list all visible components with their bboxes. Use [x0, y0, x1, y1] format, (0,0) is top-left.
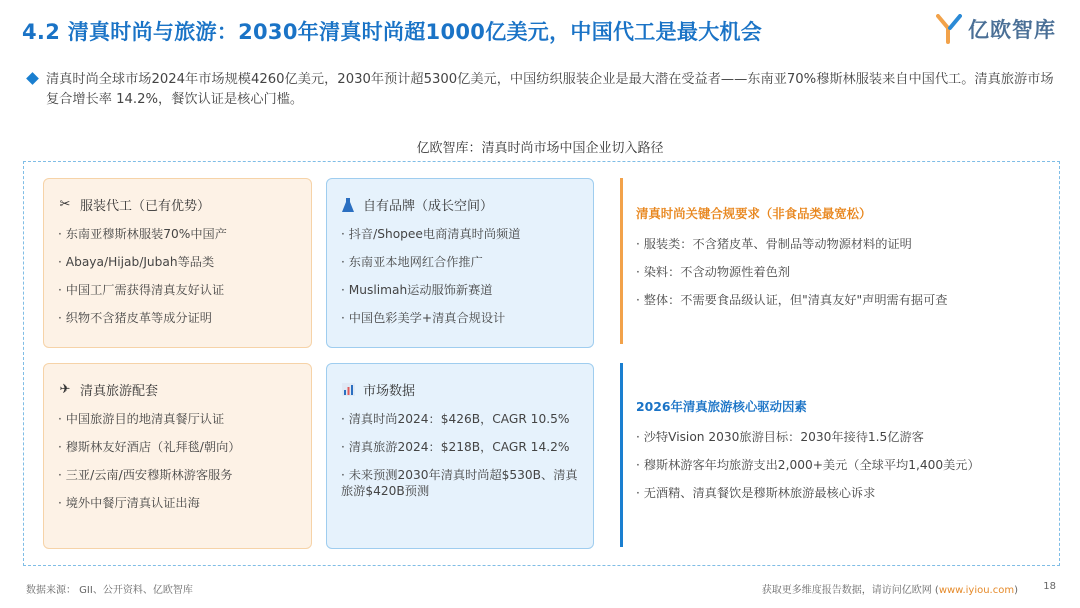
card-market-head — [341, 380, 579, 399]
website-link[interactable]: www.iyiou.com — [938, 585, 1015, 596]
card-travel-title: 清真旅游配套 — [80, 384, 159, 399]
card-travel-head — [58, 380, 297, 399]
list-item: · 境外中餐厅清真认证出海 — [58, 496, 200, 510]
list-item: · 穆斯林游客年均旅游支出2,000+美元（全球平均1,400美元） — [636, 458, 980, 472]
list-item: · 穆斯林友好酒店（礼拜毯/朝向） — [58, 440, 241, 454]
summary-block — [28, 70, 1058, 110]
cta-text: 获取更多维度报告数据，请访问亿欧网 ( — [761, 585, 939, 596]
card-brand-head — [341, 195, 579, 214]
card-brand-title: 自有品牌（成长空间） — [363, 199, 494, 214]
page-number: 18 — [1043, 581, 1056, 592]
logo-text: 亿欧智库 — [968, 18, 1056, 42]
footer-cta — [762, 581, 1018, 596]
compliance-panel — [620, 178, 1044, 344]
list-item: · 东南亚穆斯林服装70%中国产 — [58, 227, 227, 241]
list-item: · Abaya/Hijab/Jubah等品类 — [58, 255, 215, 269]
accent-bar — [620, 363, 623, 547]
list-item: · Muslimah运动服饰新赛道 — [341, 283, 493, 297]
logo-mark-icon — [936, 14, 962, 44]
list-item: · 中国色彩美学+清真合规设计 — [341, 311, 506, 325]
list-item: · 抖音/Shopee电商清真时尚频道 — [341, 227, 521, 241]
source-note: 数据来源： GII、公开资料、亿欧智库 — [26, 585, 193, 596]
list-item: · 清真时尚2024：$426B，CAGR 10.5% — [341, 412, 570, 426]
card-market-title: 市场数据 — [363, 384, 416, 399]
frame-title: 亿欧智库：清真时尚市场中国企业切入路径 — [416, 141, 664, 156]
diamond-bullet-icon — [26, 72, 39, 85]
card-garment-title: 服装代工（已有优势） — [80, 199, 211, 214]
scissors-icon: ✂ — [59, 197, 71, 212]
list-item: · 无酒精、清真餐饮是穆斯林旅游最核心诉求 — [636, 486, 876, 500]
brand-logo — [936, 14, 1056, 44]
list-item: · 沙特Vision 2030旅游目标：2030年接待1.5亿游客 — [636, 430, 924, 444]
list-item: · 染料：不含动物源性着色剂 — [636, 265, 790, 279]
page-title: 4.2 清真时尚与旅游：2030年清真时尚超1000亿美元，中国代工是最大机会 — [22, 20, 763, 44]
list-item: · 服装类：不含猪皮革、骨制品等动物源材料的证明 — [636, 237, 912, 251]
card-travel — [43, 363, 312, 549]
accent-bar — [620, 178, 623, 344]
drivers-panel — [620, 363, 1044, 547]
summary-text: 清真时尚全球市场2024年市场规模4260亿美元，2030年预计超5300亿美元，中国纺织服装企业是最大潜在受益者——东南亚70%穆斯林服装来自中国代工。清真旅游市场复合增长率 14.2%，餐饮认证是核心门槛。 — [46, 72, 1054, 107]
list-item: · 中国旅游目的地清真餐厅认证 — [58, 412, 225, 426]
card-garment — [43, 178, 312, 348]
card-market — [326, 363, 594, 549]
list-item: · 东南亚本地网红合作推广 — [341, 255, 483, 269]
airplane-icon: ✈ — [59, 382, 71, 397]
card-brand — [326, 178, 594, 348]
bar-chart-icon — [341, 383, 355, 397]
list-item: · 清真旅游2024：$218B，CAGR 14.2% — [341, 440, 570, 454]
compliance-title: 清真时尚关键合规要求（非食品类最宽松） — [636, 206, 872, 221]
card-garment-head — [58, 195, 297, 214]
drivers-title: 2026年清真旅游核心驱动因素 — [636, 399, 807, 414]
list-item: · 未来预测2030年清真时尚超$530B、清真旅游$420B预测 — [341, 468, 578, 498]
dress-icon — [341, 198, 355, 212]
list-item: · 中国工厂需获得清真友好认证 — [58, 283, 225, 297]
list-item: · 整体：不需要食品级认证，但"清真友好"声明需有据可查 — [636, 293, 948, 307]
cta-end: ) — [1014, 585, 1018, 596]
list-item: · 三亚/云南/西安穆斯林游客服务 — [58, 468, 233, 482]
list-item: · 织物不含猪皮革等成分证明 — [58, 311, 212, 325]
